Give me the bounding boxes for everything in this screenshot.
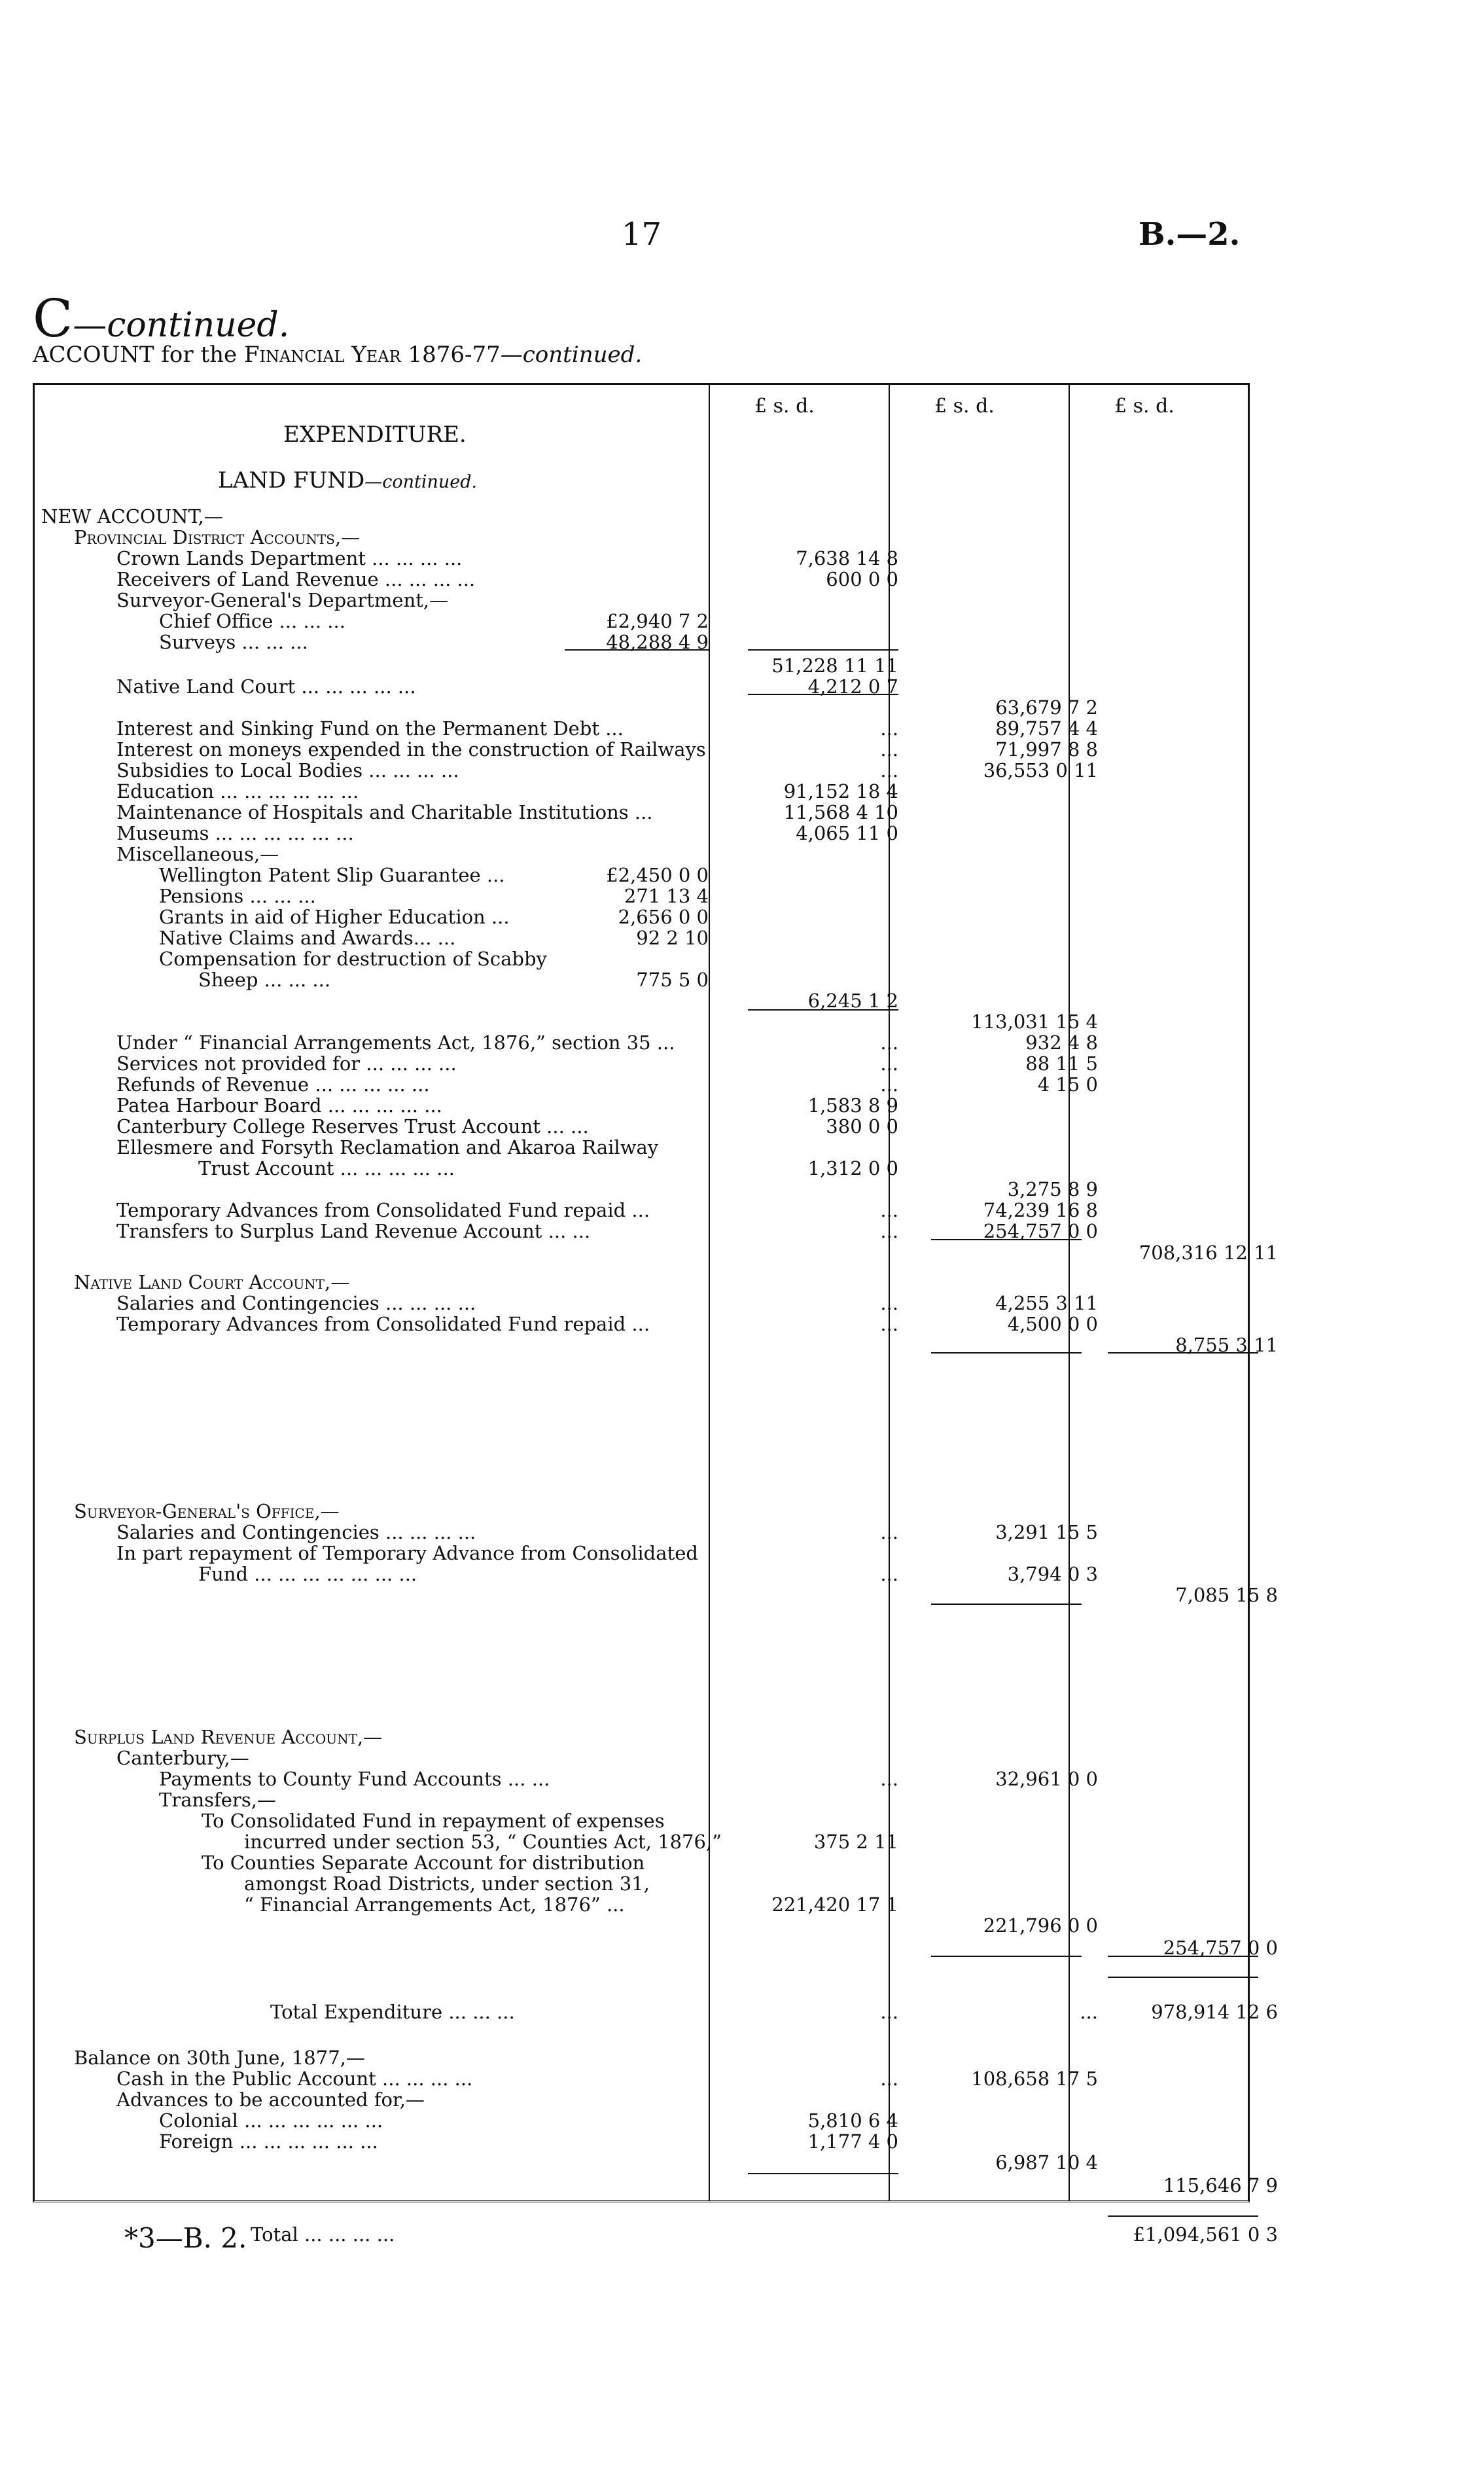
row-amount-c1: 7,638 14 8 <box>796 547 898 569</box>
row-amount-c2: 88 11 5 <box>1025 1052 1098 1075</box>
continued-text: —continued. <box>73 306 290 345</box>
expenditure-title: EXPENDITURE. <box>283 421 467 448</box>
row-amount-c2: 36,553 0 11 <box>983 759 1098 781</box>
row-amount-c1: ... <box>880 1199 898 1221</box>
row-amount-c2: 4,500 0 0 <box>1007 1313 1098 1335</box>
row-label: Museums ... ... ... ... ... ... <box>116 822 354 844</box>
sum-rule <box>748 1009 898 1011</box>
row-label: amongst Road Districts, under section 31, <box>244 1873 650 1895</box>
row-amount-c1: ... <box>880 1073 898 1096</box>
page-number: 17 <box>622 216 662 253</box>
column-header-3: £ s. d. <box>1114 395 1175 418</box>
row-label: Interest and Sinking Fund on the Permanent Debt ... <box>116 717 624 740</box>
row-amount-c1: 11,568 4 10 <box>783 801 898 823</box>
row-amount-c2: 89,757 4 4 <box>995 717 1098 740</box>
row-label: Foreign ... ... ... ... ... ... <box>159 2130 378 2153</box>
row-amount-c1: ... <box>880 2068 898 2090</box>
row-label: Surveys ... ... ... <box>159 631 308 653</box>
sum-rule <box>1108 2215 1258 2217</box>
row-sub-amount: 92 2 10 <box>636 927 709 949</box>
row-amount-c2: 221,796 0 0 <box>983 1914 1098 1937</box>
row-amount-c1: 4,212 0 7 <box>807 675 898 698</box>
row-label: Balance on 30th June, 1877,— <box>74 2047 365 2069</box>
row-label: Ellesmere and Forsyth Reclamation and Akaroa Railway <box>116 1136 659 1158</box>
row-sub-amount: 775 5 0 <box>636 969 709 991</box>
row-label: Crown Lands Department ... ... ... ... <box>116 547 463 569</box>
sum-rule <box>565 649 709 651</box>
row-label: Temporary Advances from Consolidated Fund repaid ... <box>116 1313 650 1335</box>
sum-rule <box>1108 1956 1258 1957</box>
row-amount-c2: 3,291 15 5 <box>995 1521 1098 1543</box>
row-amount-c2: 63,679 7 2 <box>995 696 1098 719</box>
row-label: Trust Account ... ... ... ... ... <box>198 1157 455 1179</box>
row-label: “ Financial Arrangements Act, 1876” ... <box>244 1893 625 1916</box>
row-label: Native Claims and Awards... ... <box>159 927 456 949</box>
column-divider <box>709 385 710 2200</box>
row-amount-c1: ... <box>880 1768 898 1790</box>
row-amount-c2: 6,987 10 4 <box>995 2151 1098 2174</box>
row-label: Native Land Court ... ... ... ... ... <box>116 675 416 698</box>
subtitle-part-b: Financial Year <box>243 342 401 368</box>
row-amount-c3: 7,085 15 8 <box>1175 1584 1278 1606</box>
row-label: Chief Office ... ... ... <box>159 610 345 632</box>
row-amount-c2: 74,239 16 8 <box>983 1199 1098 1221</box>
row-amount-c1: 4,065 11 0 <box>796 822 898 844</box>
row-amount-c3: 8,755 3 11 <box>1175 1334 1278 1356</box>
continued-letter: C <box>33 288 73 349</box>
row-amount-c1: ... <box>880 1521 898 1543</box>
sum-rule <box>748 649 898 651</box>
row-label: NEW ACCOUNT,— <box>41 505 223 528</box>
account-subtitle <box>33 342 642 368</box>
row-label: Compensation for destruction of Scabby <box>159 948 547 970</box>
row-amount-c1: 1,583 8 9 <box>807 1094 898 1117</box>
row-amount-c2: 108,658 17 5 <box>971 2068 1098 2090</box>
sum-rule <box>931 1239 1082 1240</box>
row-amount-c3: 115,646 7 9 <box>1163 2174 1278 2196</box>
row-label: Maintenance of Hospitals and Charitable Institutions ... <box>116 801 653 823</box>
document-reference: B.—2. <box>1139 216 1241 253</box>
row-amount-c3: £1,094,561 0 3 <box>1133 2223 1278 2246</box>
row-label: Transfers to Surplus Land Revenue Account ... ... <box>116 1220 591 1242</box>
row-amount-c3: 254,757 0 0 <box>1163 1937 1278 1959</box>
row-amount-c1: 5,810 6 4 <box>807 2109 898 2132</box>
row-amount-c2: 254,757 0 0 <box>983 1220 1098 1242</box>
row-label: Payments to County Fund Accounts ... ... <box>159 1768 550 1790</box>
row-label: Education ... ... ... ... ... ... <box>116 780 359 802</box>
row-amount-c2: 932 4 8 <box>1025 1031 1098 1054</box>
sum-rule <box>748 694 898 695</box>
row-label: Pensions ... ... ... <box>159 885 316 907</box>
row-amount-c1: ... <box>880 1031 898 1054</box>
row-label: Canterbury College Reserves Trust Account ... ... <box>116 1115 589 1138</box>
land-fund-title <box>218 467 478 493</box>
row-amount-c1: ... <box>880 738 898 761</box>
row-label: Cash in the Public Account ... ... ... ... <box>116 2068 473 2090</box>
row-amount-c1: 600 0 0 <box>826 568 898 590</box>
row-label: Surveyor-General's Office,— <box>74 1500 340 1522</box>
row-label: Under “ Financial Arrangements Act, 1876,” section 35 ... <box>116 1031 675 1054</box>
row-label: In part repayment of Temporary Advance from Consolidated <box>116 1542 698 1564</box>
subtitle-part-c: 1876-77 <box>400 342 501 368</box>
row-amount-c1: ... <box>880 1313 898 1335</box>
footer-reference: *3—B. 2. <box>124 2222 247 2254</box>
row-label: Provincial District Accounts,— <box>74 526 361 548</box>
sum-rule <box>1108 1977 1258 1978</box>
row-label: Colonial ... ... ... ... ... ... <box>159 2109 383 2132</box>
row-amount-c1: 375 2 11 <box>813 1831 898 1853</box>
row-label: To Counties Separate Account for distribution <box>202 1852 645 1874</box>
row-label: Native Land Court Account,— <box>74 1271 350 1293</box>
row-amount-c3: 708,316 12 11 <box>1139 1242 1278 1264</box>
row-label: Salaries and Contingencies ... ... ... ... <box>116 1521 476 1543</box>
row-label: Interest on moneys expended in the construction of Railways <box>116 738 706 761</box>
row-amount-c1: ... <box>880 717 898 740</box>
row-amount-c1: 380 0 0 <box>826 1115 898 1138</box>
row-amount-c2: 4,255 3 11 <box>995 1292 1098 1314</box>
row-amount-c1: ... <box>880 759 898 781</box>
row-label: Sheep ... ... ... <box>198 969 331 991</box>
row-amount-c1: ... <box>880 1563 898 1585</box>
sum-rule <box>748 2173 898 2174</box>
sum-rule <box>931 1352 1082 1354</box>
row-label: Grants in aid of Higher Education ... <box>159 906 510 928</box>
row-label: Salaries and Contingencies ... ... ... ... <box>116 1292 476 1314</box>
row-sub-amount: £2,940 7 2 <box>606 610 709 632</box>
column-header-1: £ s. d. <box>754 395 815 418</box>
row-label: Services not provided for ... ... ... ... <box>116 1052 457 1075</box>
row-label: Canterbury,— <box>116 1747 249 1769</box>
row-label: Wellington Patent Slip Guarantee ... <box>159 864 505 886</box>
row-amount-c1: 91,152 18 4 <box>783 780 898 802</box>
row-label: Surplus Land Revenue Account,— <box>74 1726 383 1748</box>
row-label: Receivers of Land Revenue ... ... ... ... <box>116 568 476 590</box>
land-fund-continued: —continued. <box>364 472 478 492</box>
row-amount-c2: 3,275 8 9 <box>1007 1178 1098 1200</box>
row-sub-amount: 2,656 0 0 <box>618 906 709 928</box>
row-label: Miscellaneous,— <box>116 843 279 865</box>
row-sub-amount: £2,450 0 0 <box>606 864 709 886</box>
row-label: Transfers,— <box>159 1789 276 1811</box>
row-label: Refunds of Revenue ... ... ... ... ... <box>116 1073 430 1096</box>
subtitle-part-a: ACCOUNT for the <box>33 342 244 368</box>
column-header-2: £ s. d. <box>934 395 995 418</box>
row-label: Total Expenditure ... ... ... <box>270 2001 515 2023</box>
row-label: Total ... ... ... ... <box>251 2223 395 2246</box>
row-sub-amount: 48,288 4 9 <box>606 631 709 653</box>
row-label: Surveyor-General's Department,— <box>116 589 449 611</box>
row-amount-c1: 1,177 4 0 <box>807 2130 898 2153</box>
subtitle-part-d: —continued. <box>500 342 643 368</box>
row-amount-c1: ... <box>880 2001 898 2023</box>
sum-rule <box>931 1956 1082 1957</box>
row-label: Fund ... ... ... ... ... ... ... <box>198 1563 417 1585</box>
row-amount-c2: ... <box>1080 2001 1098 2023</box>
row-amount-c1: 221,420 17 1 <box>771 1893 898 1916</box>
land-fund-label: LAND FUND <box>218 467 365 493</box>
row-amount-c2: 4 15 0 <box>1037 1073 1098 1096</box>
row-amount-c1: 6,245 1 2 <box>807 990 898 1012</box>
row-amount-c3: 978,914 12 6 <box>1151 2001 1278 2023</box>
row-label: Patea Harbour Board ... ... ... ... ... <box>116 1094 442 1117</box>
row-amount-c2: 3,794 0 3 <box>1007 1563 1098 1585</box>
sum-rule <box>1108 1352 1258 1354</box>
row-amount-c2: 71,997 8 8 <box>995 738 1098 761</box>
row-label: Advances to be accounted for,— <box>116 2089 425 2111</box>
row-label: To Consolidated Fund in repayment of expenses <box>202 1810 665 1832</box>
row-amount-c1: 1,312 0 0 <box>807 1157 898 1179</box>
row-label: Temporary Advances from Consolidated Fund repaid ... <box>116 1199 650 1221</box>
row-amount-c1: ... <box>880 1052 898 1075</box>
continued-heading <box>33 288 289 349</box>
row-amount-c1: ... <box>880 1292 898 1314</box>
row-label: incurred under section 53, “ Counties Act, 1876,” <box>244 1831 722 1853</box>
row-label: Subsidies to Local Bodies ... ... ... ... <box>116 759 459 781</box>
row-sub-amount: 271 13 4 <box>624 885 709 907</box>
row-amount-c1: ... <box>880 1220 898 1242</box>
row-amount-c1: 51,228 11 11 <box>771 654 898 677</box>
sum-rule <box>931 1604 1082 1605</box>
row-amount-c2: 32,961 0 0 <box>995 1768 1098 1790</box>
row-amount-c2: 113,031 15 4 <box>971 1011 1098 1033</box>
